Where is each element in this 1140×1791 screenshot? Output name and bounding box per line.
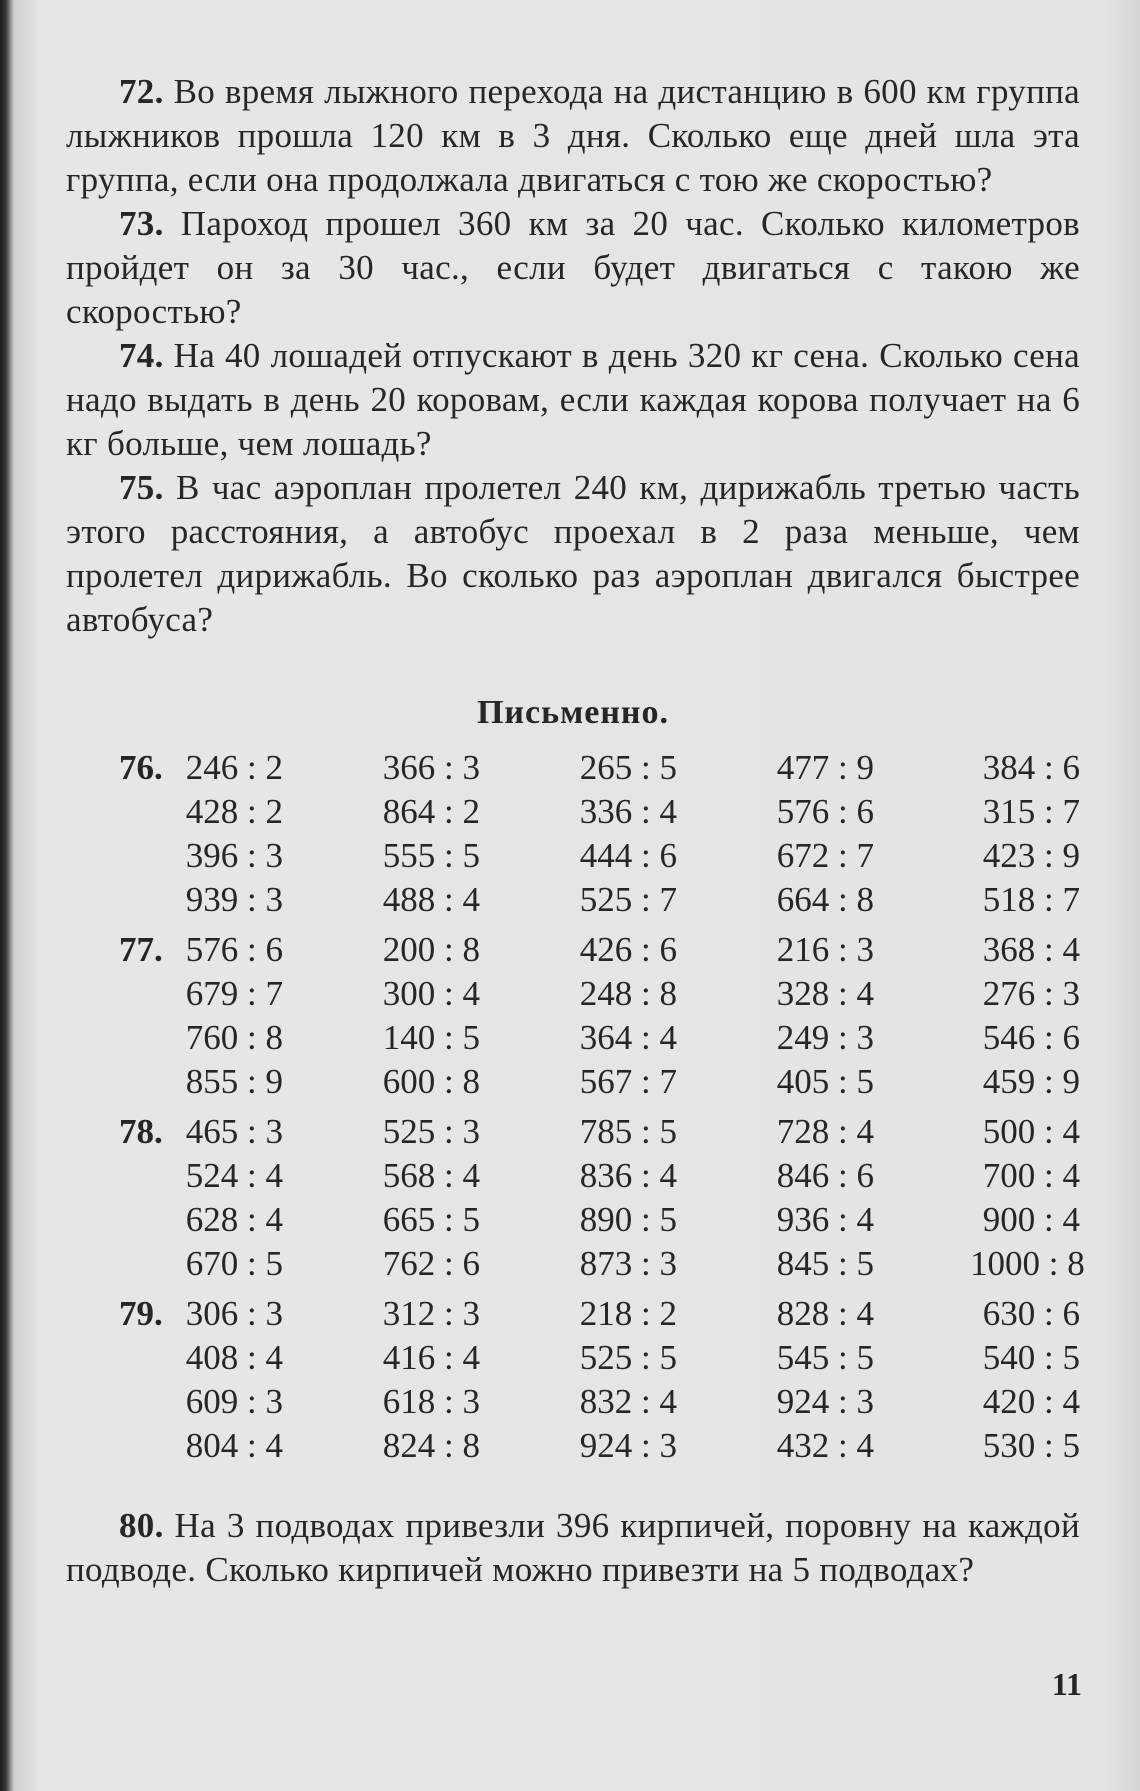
division-item: 546 : 6 (982, 1018, 1080, 1057)
exercise-row (66, 790, 1080, 834)
division-item: 890 : 5 (579, 1200, 677, 1239)
problem-75 (66, 466, 1080, 642)
division-item: 864 : 2 (382, 792, 480, 831)
exercise-row (66, 1110, 1080, 1154)
division-item: 384 : 6 (982, 748, 1080, 787)
division-item: 465 : 3 (185, 1112, 283, 1151)
division-item: 500 : 4 (982, 1112, 1080, 1151)
problem-number: 80. (119, 1506, 164, 1545)
division-item: 276 : 3 (982, 974, 1080, 1013)
division-item: 518 : 7 (982, 880, 1080, 919)
division-item: 408 : 4 (185, 1338, 283, 1377)
division-item: 525 : 5 (579, 1338, 677, 1377)
division-item: 306 : 3 (185, 1294, 283, 1333)
division-item: 525 : 3 (382, 1112, 480, 1151)
division-item: 426 : 6 (579, 930, 677, 969)
division-item: 760 : 8 (185, 1018, 283, 1057)
exercise-row (66, 1198, 1080, 1242)
problem-text: На 3 подводах привезли 396 кирпичей, поровну на каждой подводе. Сколько кирпичей можно привезти на 5 подводах? (66, 1506, 1080, 1589)
division-item: 855 : 9 (185, 1062, 283, 1101)
division-item: 924 : 3 (579, 1426, 677, 1465)
division-item: 609 : 3 (185, 1382, 283, 1421)
exercise-79 (66, 1292, 1080, 1468)
division-item: 459 : 9 (982, 1062, 1080, 1101)
division-item: 936 : 4 (776, 1200, 874, 1239)
division-item: 368 : 4 (982, 930, 1080, 969)
division-item: 423 : 9 (982, 836, 1080, 875)
division-item: 824 : 8 (382, 1426, 480, 1465)
problem-text: В час аэроплан пролетел 240 км, дирижабль третью часть этого расстояния, а автобус проехал в 2 раза меньше, чем пролетел дирижабль. Во сколько раз аэроплан двигался быстрее автобуса? (66, 468, 1080, 639)
exercise-row (66, 1424, 1080, 1468)
problem-72 (66, 70, 1080, 202)
exercise-row (66, 746, 1080, 790)
division-item: 428 : 2 (185, 792, 283, 831)
division-item: 315 : 7 (982, 792, 1080, 831)
problem-number: 75. (119, 468, 164, 507)
division-item: 670 : 5 (185, 1244, 283, 1283)
exercise-row (66, 1154, 1080, 1198)
exercise-row (66, 928, 1080, 972)
problem-80 (66, 1504, 1080, 1592)
division-item: 576 : 6 (185, 930, 283, 969)
division-item: 845 : 5 (776, 1244, 874, 1283)
division-item: 300 : 4 (382, 974, 480, 1013)
section-title: Письменно. (476, 694, 670, 731)
division-item: 728 : 4 (776, 1112, 874, 1151)
division-item: 336 : 4 (579, 792, 677, 831)
problem-text: Пароход прошел 360 км за 20 час. Сколько километров пройдет он за 30 час., если будет двигаться с такою же скоростью? (66, 204, 1080, 331)
division-item: 265 : 5 (579, 748, 677, 787)
division-item: 567 : 7 (579, 1062, 677, 1101)
exercise-78 (66, 1110, 1085, 1286)
exercise-number: 76. (119, 748, 163, 787)
division-item: 600 : 8 (382, 1062, 480, 1101)
problem-text: Во время лыжного перехода на дистанцию в 600 км группа лыжников прошла 120 км в 3 дня. Сколько еще дней шла эта группа, если она продолжала двигаться с тою же скоростью? (66, 72, 1080, 199)
division-item: 1000 : 8 (970, 1244, 1085, 1283)
exercise-number: 77. (119, 930, 163, 969)
division-item: 836 : 4 (579, 1156, 677, 1195)
problem-text: На 40 лошадей отпускают в день 320 кг сена. Сколько сена надо выдать в день 20 коровам, если каждая корова получает на 6 кг больше, чем лошадь? (66, 336, 1080, 463)
division-item: 555 : 5 (382, 836, 480, 875)
division-item: 200 : 8 (382, 930, 480, 969)
exercise-row (66, 834, 1080, 878)
division-item: 665 : 5 (382, 1200, 480, 1239)
problem-number: 73. (119, 204, 164, 243)
division-item: 545 : 5 (776, 1338, 874, 1377)
division-item: 618 : 3 (382, 1382, 480, 1421)
division-item: 846 : 6 (776, 1156, 874, 1195)
exercise-row (66, 1060, 1080, 1104)
exercise-76 (66, 746, 1080, 922)
problem-73 (66, 202, 1080, 334)
problem-number: 72. (119, 72, 164, 111)
division-item: 432 : 4 (776, 1426, 874, 1465)
division-item: 873 : 3 (579, 1244, 677, 1283)
page-content (66, 70, 1085, 1592)
division-item: 366 : 3 (382, 748, 480, 787)
division-item: 249 : 3 (776, 1018, 874, 1057)
division-item: 530 : 5 (982, 1426, 1080, 1465)
division-item: 416 : 4 (382, 1338, 480, 1377)
division-item: 785 : 5 (579, 1112, 677, 1151)
division-item: 312 : 3 (382, 1294, 480, 1333)
division-item: 664 : 8 (776, 880, 874, 919)
page-number: 11 (1051, 1666, 1082, 1702)
division-item: 762 : 6 (382, 1244, 480, 1283)
division-item: 939 : 3 (185, 880, 283, 919)
exercise-row (66, 1242, 1085, 1286)
exercise-row (66, 1380, 1080, 1424)
division-item: 328 : 4 (776, 974, 874, 1013)
division-item: 216 : 3 (776, 930, 874, 969)
division-item: 218 : 2 (579, 1294, 677, 1333)
division-item: 900 : 4 (982, 1200, 1080, 1239)
division-item: 248 : 8 (579, 974, 677, 1013)
division-item: 804 : 4 (185, 1426, 283, 1465)
division-item: 140 : 5 (382, 1018, 480, 1057)
problem-number: 74. (119, 336, 164, 375)
division-item: 568 : 4 (382, 1156, 480, 1195)
division-item: 364 : 4 (579, 1018, 677, 1057)
division-item: 828 : 4 (776, 1294, 874, 1333)
division-item: 524 : 4 (185, 1156, 283, 1195)
division-item: 405 : 5 (776, 1062, 874, 1101)
exercise-number: 78. (119, 1112, 163, 1151)
division-item: 700 : 4 (982, 1156, 1080, 1195)
division-item: 628 : 4 (185, 1200, 283, 1239)
exercise-row (66, 878, 1080, 922)
division-item: 444 : 6 (579, 836, 677, 875)
division-item: 420 : 4 (982, 1382, 1080, 1421)
exercise-row (66, 1336, 1080, 1380)
exercise-number: 79. (119, 1294, 163, 1333)
division-item: 540 : 5 (982, 1338, 1080, 1377)
division-item: 477 : 9 (776, 748, 874, 787)
exercise-77 (66, 928, 1080, 1104)
problem-74 (66, 334, 1080, 466)
exercise-row (66, 1016, 1080, 1060)
division-item: 525 : 7 (579, 880, 677, 919)
division-item: 832 : 4 (579, 1382, 677, 1421)
division-item: 396 : 3 (185, 836, 283, 875)
division-item: 488 : 4 (382, 880, 480, 919)
division-item: 576 : 6 (776, 792, 874, 831)
division-item: 679 : 7 (185, 974, 283, 1013)
division-item: 924 : 3 (776, 1382, 874, 1421)
division-item: 672 : 7 (776, 836, 874, 875)
division-item: 246 : 2 (185, 748, 283, 787)
division-item: 630 : 6 (982, 1294, 1080, 1333)
exercise-row (66, 972, 1080, 1016)
exercise-row (66, 1292, 1080, 1336)
